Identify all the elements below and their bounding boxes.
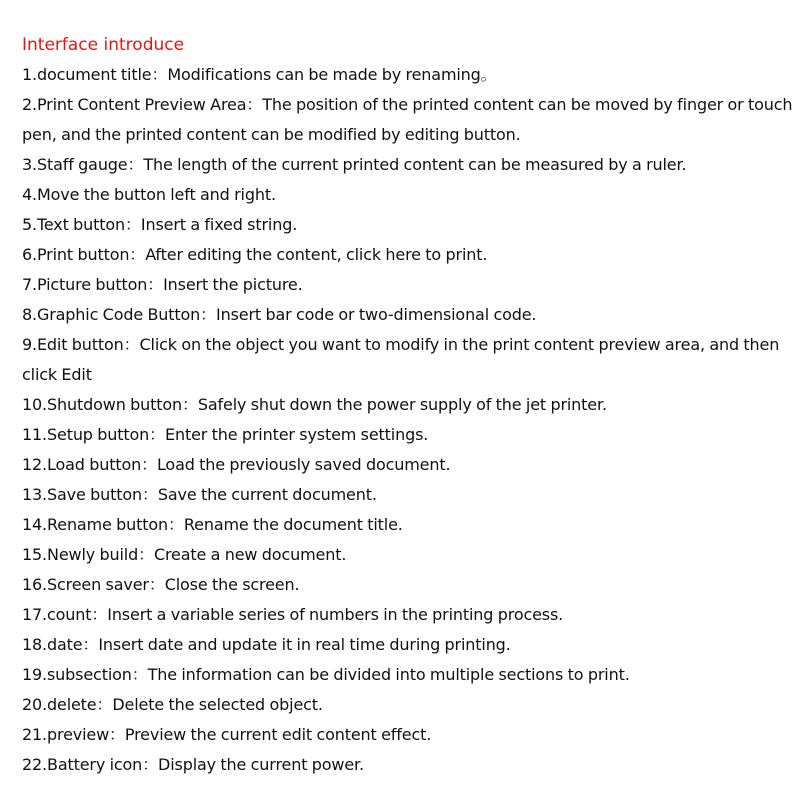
feature-term: 20.delete bbox=[22, 695, 97, 714]
feature-term: 1.document title bbox=[22, 65, 152, 84]
feature-description: Click on the object you want to modify in the print content preview area, and then click Edit bbox=[22, 335, 780, 384]
feature-description: Rename the document title. bbox=[183, 515, 403, 534]
feature-term: 8.Graphic Code Button bbox=[22, 305, 201, 324]
feature-item-picture-button bbox=[22, 270, 794, 300]
feature-description: After editing the content, click here to print. bbox=[145, 245, 488, 264]
feature-term: 17.count bbox=[22, 605, 92, 624]
interface-introduction bbox=[22, 30, 794, 780]
feature-term: 6.Print button bbox=[22, 245, 130, 264]
feature-item-edit-button bbox=[22, 330, 794, 390]
feature-description: Insert date and update it in real time during printing. bbox=[98, 635, 511, 654]
feature-description: Enter the printer system settings. bbox=[165, 425, 429, 444]
feature-item-text-button bbox=[22, 210, 794, 240]
feature-term: 14.Rename button bbox=[22, 515, 169, 534]
feature-item-save-button bbox=[22, 480, 794, 510]
feature-item-preview bbox=[22, 720, 794, 750]
feature-description: Create a new document. bbox=[153, 545, 347, 564]
section-title: Interface introduce bbox=[22, 35, 185, 55]
feature-separator: ： bbox=[91, 605, 108, 624]
feature-term: 5.Text button bbox=[22, 215, 126, 234]
feature-list bbox=[22, 60, 794, 780]
feature-item-count bbox=[22, 600, 794, 630]
feature-description: Preview the current edit content effect. bbox=[124, 725, 432, 744]
feature-term: 15.Newly build bbox=[22, 545, 139, 564]
feature-separator: ： bbox=[129, 245, 146, 264]
feature-separator: ： bbox=[149, 425, 165, 444]
feature-item-subsection bbox=[22, 660, 794, 690]
feature-description: Close the screen. bbox=[164, 575, 300, 594]
feature-term: 19.subsection bbox=[22, 665, 132, 684]
feature-term: 12.Load button bbox=[22, 455, 142, 474]
feature-separator: ： bbox=[182, 395, 198, 414]
feature-separator: ： bbox=[148, 575, 165, 594]
feature-separator: ： bbox=[125, 215, 141, 234]
feature-description: Load the previously saved document. bbox=[156, 455, 451, 474]
feature-item-newly-build bbox=[22, 540, 794, 570]
feature-term: 13.Save button bbox=[22, 485, 142, 504]
feature-description: The information can be divided into multiple sections to print. bbox=[147, 665, 630, 684]
feature-separator: ： bbox=[147, 275, 164, 294]
feature-separator: ： bbox=[82, 635, 99, 654]
feature-item-rename-button bbox=[22, 510, 794, 540]
feature-item-print-button bbox=[22, 240, 794, 270]
feature-separator: ： bbox=[96, 695, 113, 714]
feature-description: Save the current document. bbox=[157, 485, 377, 504]
feature-item-delete bbox=[22, 690, 794, 720]
feature-term: 3.Staff gauge bbox=[22, 155, 128, 174]
feature-description: Insert bar code or two-dimensional code. bbox=[216, 305, 537, 324]
feature-item-screen-saver bbox=[22, 570, 794, 600]
feature-separator: ： bbox=[109, 725, 125, 744]
feature-item-staff-gauge bbox=[22, 150, 794, 180]
feature-separator: ： bbox=[151, 65, 168, 84]
feature-term: 22.Battery icon bbox=[22, 755, 143, 774]
feature-term: 16.Screen saver bbox=[22, 575, 149, 594]
feature-item-print-preview-area bbox=[22, 90, 794, 150]
feature-item-battery-icon bbox=[22, 750, 794, 780]
feature-separator: ： bbox=[200, 305, 217, 324]
feature-separator: ： bbox=[138, 545, 154, 564]
feature-separator: ： bbox=[168, 515, 184, 534]
feature-description: Insert the picture. bbox=[163, 275, 303, 294]
feature-separator: ： bbox=[141, 455, 157, 474]
feature-description: The length of the current printed content can be measured by a ruler. bbox=[143, 155, 687, 174]
feature-item-move-buttons bbox=[22, 180, 794, 210]
feature-term: 9.Edit button bbox=[22, 335, 124, 354]
feature-separator: ： bbox=[123, 335, 140, 354]
feature-separator: ： bbox=[246, 95, 263, 114]
feature-item-graphic-code-button bbox=[22, 300, 794, 330]
feature-term: 7.Picture button bbox=[22, 275, 148, 294]
feature-description: Insert a fixed string. bbox=[140, 215, 298, 234]
feature-separator: ： bbox=[131, 665, 148, 684]
feature-term: 10.Shutdown button bbox=[22, 395, 182, 414]
feature-term: 2.Print Content Preview Area bbox=[22, 95, 247, 114]
feature-separator: ： bbox=[142, 755, 159, 774]
feature-description: Insert a variable series of numbers in the printing process. bbox=[107, 605, 564, 624]
feature-separator: ： bbox=[127, 155, 144, 174]
feature-description: Safely shut down the power supply of the jet printer. bbox=[197, 395, 607, 414]
feature-description: Display the current power. bbox=[158, 755, 364, 774]
feature-term: 11.Setup button bbox=[22, 425, 150, 444]
feature-description: Modifications can be made by renaming。 bbox=[167, 65, 497, 84]
feature-item-load-button bbox=[22, 450, 794, 480]
feature-term: 21.preview bbox=[22, 725, 110, 744]
feature-description: Delete the selected object. bbox=[112, 695, 323, 714]
feature-term: 18.date bbox=[22, 635, 83, 654]
feature-item-document-title bbox=[22, 60, 794, 90]
feature-item-date bbox=[22, 630, 794, 660]
feature-item-shutdown-button bbox=[22, 390, 794, 420]
feature-separator: ： bbox=[141, 485, 158, 504]
feature-term: 4.Move the button left and right. bbox=[22, 185, 276, 204]
feature-item-setup-button bbox=[22, 420, 794, 450]
feature-description: The position of the printed content can be moved by finger or touch pen, and the printed content can be modified by editing button. bbox=[22, 95, 793, 144]
